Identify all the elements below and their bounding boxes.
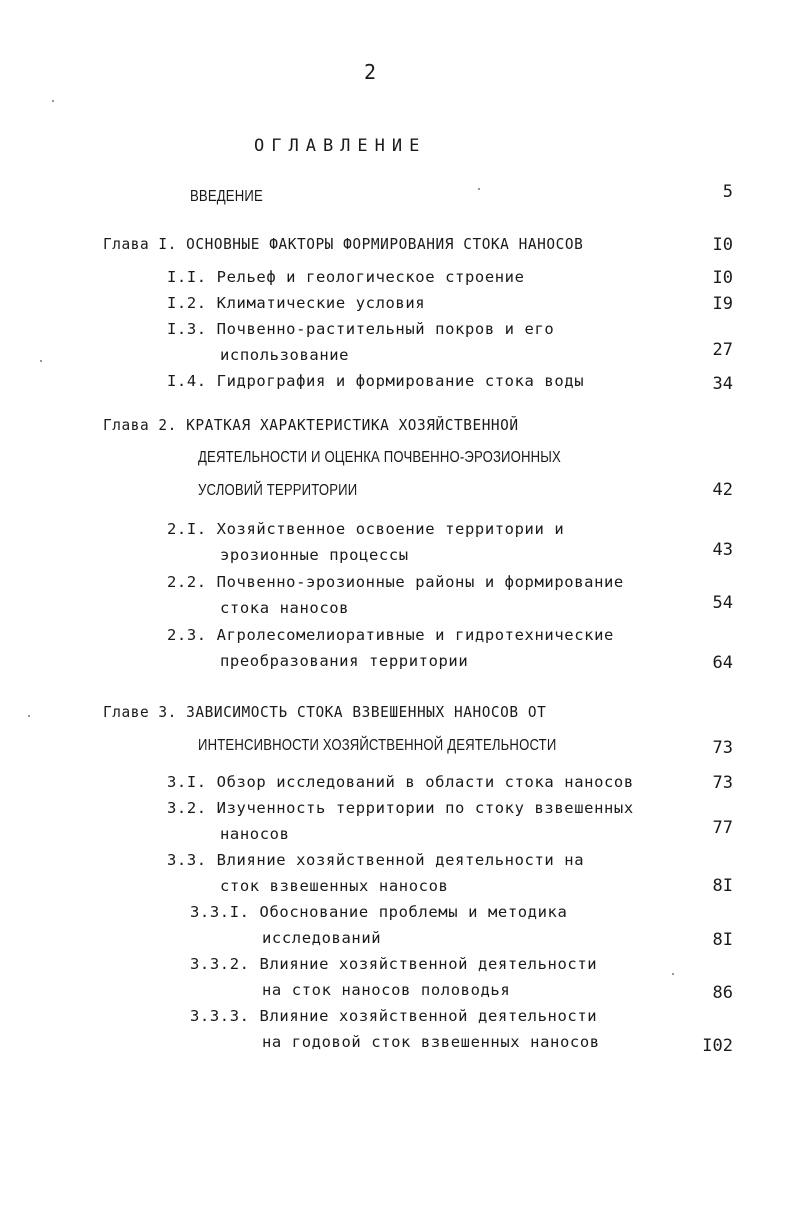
toc-entry-chapter-2: Глава 2. КРАТКАЯ ХАРАКТЕРИСТИКА ХОЗЯЙСТВЕННОЙ [103, 416, 519, 434]
toc-entry-2-1-cont: эрозионные процессы [220, 546, 409, 564]
toc-page-3-2: 77 [712, 818, 733, 838]
scan-speck [40, 360, 42, 362]
toc-entry-introduction: ВВЕДЕНИЕ [190, 188, 263, 205]
toc-page-chapter-2: 42 [712, 480, 733, 500]
toc-entry-3-1: 3.I. Обзор исследований в области стока наносов [167, 773, 634, 791]
toc-page-1-1: I0 [712, 268, 733, 288]
toc-entry-1-2: I.2. Климатические условия [167, 294, 426, 312]
toc-entry-3-3-2-cont: на сток наносов половодья [262, 981, 511, 999]
toc-entry-2-3: 2.3. Агролесомелиоративные и гидротехнические [167, 626, 614, 644]
scan-speck [28, 715, 30, 717]
toc-entry-3-3-1-cont: исследований [262, 929, 382, 947]
toc-entry-2-3-cont: преобразования территории [220, 652, 469, 670]
toc-page-2-1: 43 [712, 540, 733, 560]
toc-page-3-3-1: 8I [712, 930, 733, 950]
toc-page-introduction: 5 [722, 182, 733, 202]
toc-entry-3-3-1: 3.3.I. Обоснование проблемы и методика [190, 903, 568, 921]
toc-entry-chapter-3: Главе 3. ЗАВИСИМОСТЬ СТОКА ВЗВЕШЕННЫХ НАНОСОВ ОТ [103, 703, 547, 721]
toc-entry-chapter-2-cont2: УСЛОВИЙ ТЕРРИТОРИИ [198, 482, 358, 499]
toc-page-chapter-1: I0 [712, 235, 733, 255]
toc-entry-chapter-2-cont1: ДЕЯТЕЛЬНОСТИ И ОЦЕНКА ПОЧВЕННО-ЭРОЗИОННЫХ [198, 449, 561, 466]
toc-entry-chapter-1: Глава I. ОСНОВНЫЕ ФАКТОРЫ ФОРМИРОВАНИЯ СТОКА НАНОСОВ [103, 235, 584, 253]
toc-entry-3-3-2: 3.3.2. Влияние хозяйственной деятельности [190, 955, 598, 973]
page-number: 2 [364, 60, 377, 84]
toc-entry-1-4: I.4. Гидрография и формирование стока воды [167, 372, 585, 390]
toc-page-1-4: 34 [712, 374, 733, 394]
toc-entry-2-2: 2.2. Почвенно-эрозионные районы и формирование [167, 573, 624, 591]
toc-entry-2-2-cont: стока наносов [220, 599, 350, 617]
toc-entry-3-3: 3.3. Влияние хозяйственной деятельности на [167, 851, 585, 869]
toc-entry-3-3-3: 3.3.3. Влияние хозяйственной деятельности [190, 1007, 598, 1025]
toc-entry-3-3-3-cont: на годовой сток взвешенных наносов [262, 1033, 600, 1051]
toc-page-3-3: 8I [712, 876, 733, 896]
toc-page-1-3: 27 [712, 340, 733, 360]
toc-page-1-2: I9 [712, 294, 733, 314]
toc-page-3-3-3: I02 [702, 1036, 733, 1056]
scan-speck [672, 973, 674, 975]
scan-speck [52, 100, 54, 102]
toc-title: ОГЛАВЛЕНИЕ [254, 136, 427, 156]
toc-page-3-3-2: 86 [712, 983, 733, 1003]
toc-page-3-1: 73 [712, 773, 733, 793]
toc-page-chapter-3: 73 [712, 738, 733, 758]
toc-entry-2-1: 2.I. Хозяйственное освоение территории и [167, 520, 565, 538]
toc-entry-chapter-3-cont: ИНТЕНСИВНОСТИ ХОЗЯЙСТВЕННОЙ ДЕЯТЕЛЬНОСТИ [198, 737, 557, 754]
toc-page-2-2: 54 [712, 593, 733, 613]
scan-speck [478, 188, 480, 190]
toc-entry-1-3-cont: использование [220, 346, 350, 364]
toc-entry-3-3-cont: сток взвешенных наносов [220, 877, 449, 895]
toc-page-2-3: 64 [712, 653, 733, 673]
toc-entry-3-2-cont: наносов [220, 825, 290, 843]
toc-entry-1-3: I.3. Почвенно-растительный покров и его [167, 320, 555, 338]
toc-entry-3-2: 3.2. Изученность территории по стоку взвешенных [167, 799, 634, 817]
toc-entry-1-1: I.I. Рельеф и геологическое строение [167, 268, 525, 286]
